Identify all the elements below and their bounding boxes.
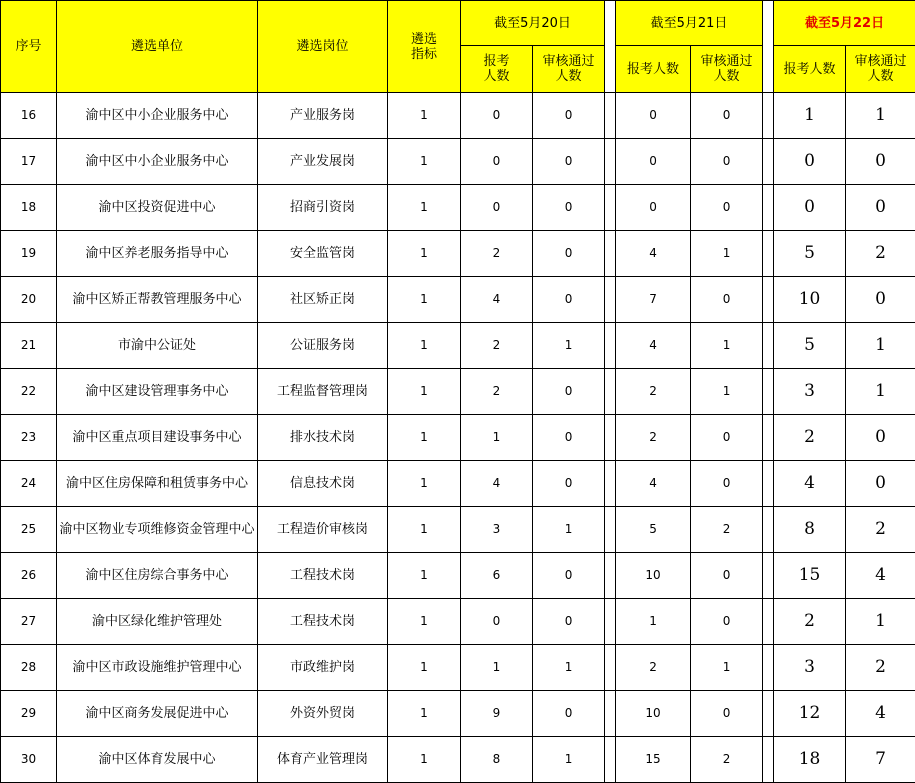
cell-quota: 1 xyxy=(388,507,461,553)
header-post: 遴选岗位 xyxy=(258,1,388,93)
cell-may21-applied: 0 xyxy=(616,185,691,231)
header-may20-applied xyxy=(461,46,533,93)
cell-may21-passed: 0 xyxy=(691,139,763,185)
cell-unit: 渝中区体育发展中心 xyxy=(57,737,258,783)
table-row xyxy=(1,645,915,691)
cell-may20-applied: 3 xyxy=(461,507,533,553)
table-row xyxy=(1,277,915,323)
cell-may22-passed: 0 xyxy=(846,139,915,185)
cell-post: 工程造价审核岗 xyxy=(258,507,388,553)
cell-may22-applied: 8 xyxy=(774,507,846,553)
table-row xyxy=(1,507,915,553)
column-gap xyxy=(763,139,774,185)
cell-may22-applied: 3 xyxy=(774,645,846,691)
column-gap xyxy=(605,461,616,507)
cell-may22-passed: 1 xyxy=(846,369,915,415)
table-header xyxy=(1,1,915,93)
cell-unit: 渝中区矫正帮教管理服务中心 xyxy=(57,277,258,323)
cell-may21-passed: 2 xyxy=(691,507,763,553)
column-gap xyxy=(605,553,616,599)
header-may20-passed xyxy=(533,46,605,93)
column-gap xyxy=(605,139,616,185)
cell-may22-passed: 7 xyxy=(846,737,915,783)
column-gap xyxy=(763,599,774,645)
cell-may21-applied: 2 xyxy=(616,369,691,415)
column-gap xyxy=(605,645,616,691)
cell-may21-passed: 1 xyxy=(691,369,763,415)
cell-unit: 渝中区商务发展促进中心 xyxy=(57,691,258,737)
table-row xyxy=(1,415,915,461)
cell-may21-applied: 0 xyxy=(616,139,691,185)
table-row xyxy=(1,691,915,737)
cell-seq: 29 xyxy=(1,691,57,737)
cell-seq: 22 xyxy=(1,369,57,415)
column-gap xyxy=(763,461,774,507)
cell-quota: 1 xyxy=(388,139,461,185)
cell-may20-passed: 0 xyxy=(533,231,605,277)
cell-quota: 1 xyxy=(388,369,461,415)
cell-may21-passed: 1 xyxy=(691,645,763,691)
column-gap xyxy=(605,1,616,93)
cell-may20-applied: 2 xyxy=(461,231,533,277)
column-gap xyxy=(605,599,616,645)
cell-may22-applied: 12 xyxy=(774,691,846,737)
cell-may22-passed: 0 xyxy=(846,461,915,507)
column-gap xyxy=(605,415,616,461)
cell-may21-applied: 2 xyxy=(616,415,691,461)
cell-may21-applied: 2 xyxy=(616,645,691,691)
cell-may21-passed: 0 xyxy=(691,93,763,139)
header-may20-passed-label: 审核通过人数 xyxy=(542,54,595,84)
cell-post: 市政维护岗 xyxy=(258,645,388,691)
cell-seq: 20 xyxy=(1,277,57,323)
column-gap xyxy=(605,507,616,553)
cell-may22-applied: 10 xyxy=(774,277,846,323)
cell-post: 体育产业管理岗 xyxy=(258,737,388,783)
header-may22-passed xyxy=(846,46,915,93)
column-gap xyxy=(763,737,774,783)
cell-post: 社区矫正岗 xyxy=(258,277,388,323)
cell-quota: 1 xyxy=(388,415,461,461)
header-may22-applied: 报考人数 xyxy=(774,46,846,93)
cell-unit: 渝中区投资促进中心 xyxy=(57,185,258,231)
column-gap xyxy=(763,185,774,231)
column-gap xyxy=(763,553,774,599)
cell-seq: 24 xyxy=(1,461,57,507)
cell-quota: 1 xyxy=(388,691,461,737)
cell-may22-applied: 1 xyxy=(774,93,846,139)
column-gap xyxy=(605,93,616,139)
cell-may21-passed: 0 xyxy=(691,691,763,737)
cell-may20-applied: 1 xyxy=(461,645,533,691)
cell-may21-applied: 4 xyxy=(616,231,691,277)
cell-post: 工程技术岗 xyxy=(258,599,388,645)
column-gap xyxy=(763,369,774,415)
column-gap xyxy=(763,93,774,139)
cell-may20-passed: 0 xyxy=(533,277,605,323)
cell-may22-applied: 18 xyxy=(774,737,846,783)
cell-may20-passed: 0 xyxy=(533,461,605,507)
cell-seq: 23 xyxy=(1,415,57,461)
cell-may20-applied: 1 xyxy=(461,415,533,461)
cell-quota: 1 xyxy=(388,93,461,139)
header-may20-applied-label: 报考人数 xyxy=(483,54,510,84)
cell-unit: 渝中区市政设施维护管理中心 xyxy=(57,645,258,691)
cell-may22-passed: 1 xyxy=(846,93,915,139)
cell-post: 工程监督管理岗 xyxy=(258,369,388,415)
cell-seq: 28 xyxy=(1,645,57,691)
cell-may22-passed: 2 xyxy=(846,231,915,277)
cell-may20-passed: 1 xyxy=(533,323,605,369)
cell-may21-applied: 4 xyxy=(616,461,691,507)
cell-may20-passed: 0 xyxy=(533,553,605,599)
cell-may20-applied: 0 xyxy=(461,599,533,645)
cell-may21-applied: 10 xyxy=(616,691,691,737)
cell-quota: 1 xyxy=(388,277,461,323)
cell-may21-passed: 0 xyxy=(691,599,763,645)
cell-quota: 1 xyxy=(388,599,461,645)
cell-unit: 渝中区中小企业服务中心 xyxy=(57,139,258,185)
cell-may20-passed: 0 xyxy=(533,369,605,415)
cell-may22-passed: 1 xyxy=(846,599,915,645)
column-gap xyxy=(605,185,616,231)
cell-quota: 1 xyxy=(388,185,461,231)
table-row xyxy=(1,185,915,231)
cell-quota: 1 xyxy=(388,461,461,507)
table-row xyxy=(1,461,915,507)
cell-may22-applied: 4 xyxy=(774,461,846,507)
cell-may22-passed: 0 xyxy=(846,415,915,461)
cell-may20-passed: 0 xyxy=(533,139,605,185)
cell-may21-passed: 0 xyxy=(691,553,763,599)
column-gap xyxy=(605,691,616,737)
header-period-may20: 截至5月20日 xyxy=(461,1,605,46)
cell-may21-passed: 2 xyxy=(691,737,763,783)
cell-unit: 渝中区建设管理事务中心 xyxy=(57,369,258,415)
cell-may20-applied: 9 xyxy=(461,691,533,737)
cell-may21-applied: 10 xyxy=(616,553,691,599)
cell-may20-passed: 0 xyxy=(533,415,605,461)
column-gap xyxy=(763,277,774,323)
cell-unit: 市渝中公证处 xyxy=(57,323,258,369)
header-seq: 序号 xyxy=(1,1,57,93)
cell-unit: 渝中区养老服务指导中心 xyxy=(57,231,258,277)
cell-quota: 1 xyxy=(388,231,461,277)
cell-may22-passed: 2 xyxy=(846,645,915,691)
cell-may20-applied: 0 xyxy=(461,139,533,185)
cell-seq: 21 xyxy=(1,323,57,369)
cell-may21-passed: 0 xyxy=(691,415,763,461)
cell-may20-passed: 1 xyxy=(533,737,605,783)
cell-quota: 1 xyxy=(388,553,461,599)
column-gap xyxy=(763,231,774,277)
header-may21-passed-label: 审核通过人数 xyxy=(700,54,753,84)
cell-may21-passed: 0 xyxy=(691,277,763,323)
cell-may20-applied: 2 xyxy=(461,369,533,415)
cell-may20-applied: 6 xyxy=(461,553,533,599)
cell-may21-applied: 7 xyxy=(616,277,691,323)
column-gap xyxy=(605,369,616,415)
table-row xyxy=(1,553,915,599)
column-gap xyxy=(605,277,616,323)
cell-may20-applied: 4 xyxy=(461,461,533,507)
cell-may20-passed: 0 xyxy=(533,185,605,231)
cell-may21-passed: 1 xyxy=(691,231,763,277)
cell-seq: 27 xyxy=(1,599,57,645)
cell-may21-applied: 15 xyxy=(616,737,691,783)
cell-may20-applied: 4 xyxy=(461,277,533,323)
cell-may22-applied: 2 xyxy=(774,599,846,645)
cell-quota: 1 xyxy=(388,645,461,691)
cell-post: 工程技术岗 xyxy=(258,553,388,599)
cell-post: 产业发展岗 xyxy=(258,139,388,185)
cell-may20-passed: 0 xyxy=(533,691,605,737)
cell-may21-passed: 0 xyxy=(691,185,763,231)
cell-seq: 18 xyxy=(1,185,57,231)
cell-unit: 渝中区中小企业服务中心 xyxy=(57,93,258,139)
cell-may22-passed: 4 xyxy=(846,553,915,599)
cell-unit: 渝中区住房综合事务中心 xyxy=(57,553,258,599)
cell-post: 招商引资岗 xyxy=(258,185,388,231)
cell-may20-passed: 1 xyxy=(533,507,605,553)
table-row xyxy=(1,139,915,185)
cell-may21-passed: 1 xyxy=(691,323,763,369)
cell-may22-applied: 0 xyxy=(774,139,846,185)
cell-may20-applied: 0 xyxy=(461,185,533,231)
cell-seq: 26 xyxy=(1,553,57,599)
cell-may22-passed: 2 xyxy=(846,507,915,553)
column-gap xyxy=(763,415,774,461)
cell-may20-passed: 1 xyxy=(533,645,605,691)
header-may21-applied: 报考人数 xyxy=(616,46,691,93)
cell-seq: 17 xyxy=(1,139,57,185)
cell-unit: 渝中区住房保障和租赁事务中心 xyxy=(57,461,258,507)
cell-may21-applied: 4 xyxy=(616,323,691,369)
column-gap xyxy=(763,1,774,93)
cell-quota: 1 xyxy=(388,737,461,783)
cell-post: 公证服务岗 xyxy=(258,323,388,369)
cell-may21-passed: 0 xyxy=(691,461,763,507)
header-period-may22: 截至5月22日 xyxy=(774,1,915,46)
cell-may21-applied: 5 xyxy=(616,507,691,553)
cell-seq: 16 xyxy=(1,93,57,139)
cell-may22-passed: 4 xyxy=(846,691,915,737)
cell-may21-applied: 1 xyxy=(616,599,691,645)
cell-may20-applied: 2 xyxy=(461,323,533,369)
column-gap xyxy=(763,507,774,553)
cell-unit: 渝中区重点项目建设事务中心 xyxy=(57,415,258,461)
table-row xyxy=(1,231,915,277)
column-gap xyxy=(763,691,774,737)
header-may22-passed-label: 审核通过人数 xyxy=(854,54,907,84)
cell-may20-applied: 8 xyxy=(461,737,533,783)
cell-may22-applied: 5 xyxy=(774,231,846,277)
column-gap xyxy=(605,231,616,277)
header-quota xyxy=(388,1,461,93)
cell-may22-passed: 1 xyxy=(846,323,915,369)
cell-unit: 渝中区绿化维护管理处 xyxy=(57,599,258,645)
cell-may20-passed: 0 xyxy=(533,599,605,645)
cell-may22-passed: 0 xyxy=(846,185,915,231)
table-row xyxy=(1,737,915,783)
cell-seq: 19 xyxy=(1,231,57,277)
header-unit: 遴选单位 xyxy=(57,1,258,93)
table-row xyxy=(1,93,915,139)
table-body xyxy=(1,93,915,783)
cell-post: 信息技术岗 xyxy=(258,461,388,507)
cell-may22-applied: 2 xyxy=(774,415,846,461)
column-gap xyxy=(605,737,616,783)
header-period-may21: 截至5月21日 xyxy=(616,1,763,46)
cell-post: 产业服务岗 xyxy=(258,93,388,139)
cell-may20-passed: 0 xyxy=(533,93,605,139)
column-gap xyxy=(763,323,774,369)
cell-may22-passed: 0 xyxy=(846,277,915,323)
table-row xyxy=(1,369,915,415)
header-quota-label: 遴选指标 xyxy=(410,31,437,62)
cell-unit: 渝中区物业专项维修资金管理中心 xyxy=(57,507,258,553)
cell-quota: 1 xyxy=(388,323,461,369)
column-gap xyxy=(763,645,774,691)
cell-seq: 25 xyxy=(1,507,57,553)
cell-may22-applied: 5 xyxy=(774,323,846,369)
table-row xyxy=(1,323,915,369)
cell-post: 排水技术岗 xyxy=(258,415,388,461)
cell-may22-applied: 15 xyxy=(774,553,846,599)
cell-may22-applied: 3 xyxy=(774,369,846,415)
cell-may20-applied: 0 xyxy=(461,93,533,139)
column-gap xyxy=(605,323,616,369)
cell-post: 安全监管岗 xyxy=(258,231,388,277)
cell-may22-applied: 0 xyxy=(774,185,846,231)
header-may21-passed xyxy=(691,46,763,93)
cell-may21-applied: 0 xyxy=(616,93,691,139)
table-row xyxy=(1,599,915,645)
cell-post: 外资外贸岗 xyxy=(258,691,388,737)
cell-seq: 30 xyxy=(1,737,57,783)
